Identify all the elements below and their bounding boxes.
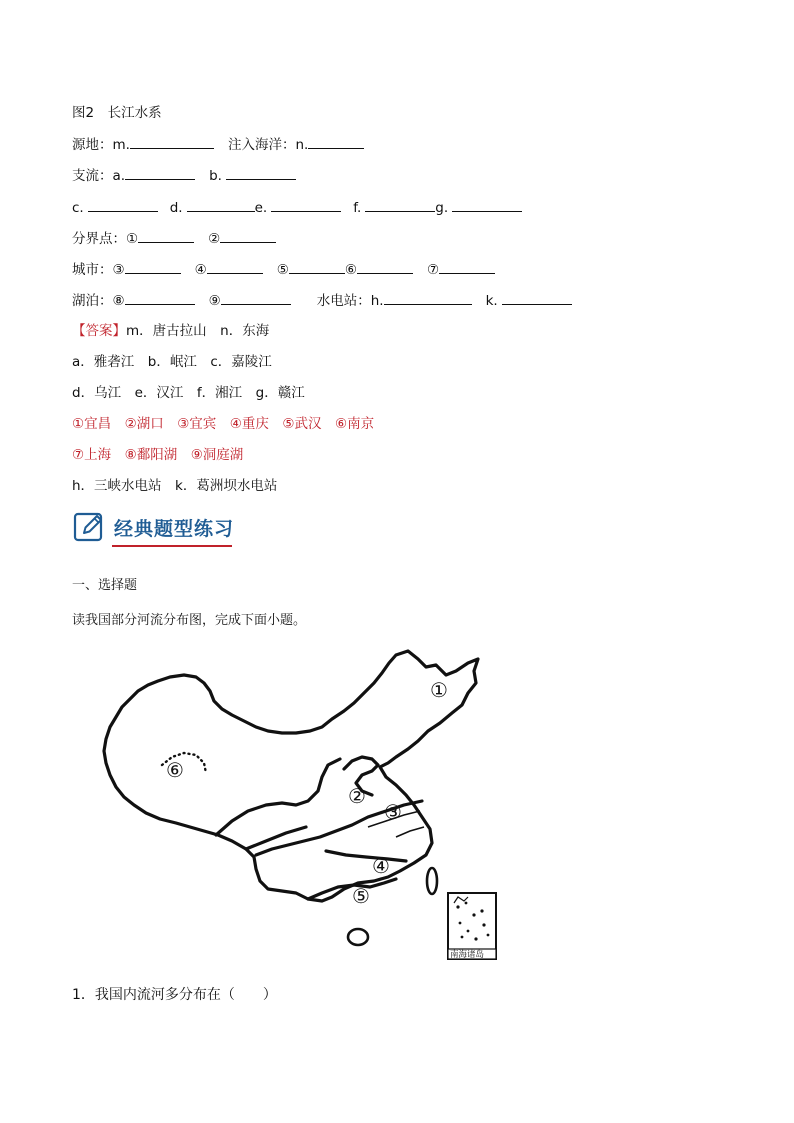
question-1-text: 1．我国内流河多分布在（ ） bbox=[72, 987, 277, 1003]
figure-title-text: 图2 长江水系 bbox=[72, 105, 162, 121]
map-label-4: ④ bbox=[372, 854, 390, 878]
hydro-label: 水电站：h. bbox=[316, 293, 384, 309]
south-china-sea-inset bbox=[448, 893, 496, 960]
china-river-map bbox=[96, 645, 500, 963]
answer-text-1: m．唐古拉山 n．东海 bbox=[126, 323, 270, 339]
blank-city-6[interactable] bbox=[357, 259, 413, 274]
answer-text-5: ⑦上海 ⑧鄱阳湖 ⑨洞庭湖 bbox=[72, 447, 244, 463]
tributary-label: 支流：a. bbox=[72, 168, 126, 184]
blank-hydro-k[interactable] bbox=[502, 290, 572, 305]
figure-title bbox=[72, 103, 162, 123]
answer-line-3 bbox=[72, 383, 305, 403]
answer-line-5 bbox=[72, 445, 243, 465]
label-boundary-2: ② bbox=[208, 231, 221, 247]
label-g: g. bbox=[435, 200, 449, 216]
label-lake-9: ⑨ bbox=[208, 293, 221, 309]
blank-boundary-2[interactable] bbox=[220, 228, 276, 243]
question-group-heading-text: 一、选择题 bbox=[72, 578, 138, 593]
answer-text-2: a．雅砻江 b．岷江 c．嘉陵江 bbox=[72, 354, 272, 370]
label-city-7: ⑦ bbox=[426, 262, 440, 278]
row-tributaries-1 bbox=[72, 165, 296, 186]
blank-city-7[interactable] bbox=[439, 259, 495, 274]
row-tributaries-2 bbox=[72, 197, 522, 218]
answer-tag: 【答案】 bbox=[72, 323, 126, 339]
map-svg bbox=[96, 645, 500, 963]
blank-lake-8[interactable] bbox=[125, 290, 195, 305]
answer-text-6: h．三峡水电站 k．葛洲坝水电站 bbox=[72, 478, 278, 494]
blank-b[interactable] bbox=[226, 165, 296, 180]
question-intro bbox=[72, 611, 306, 631]
blank-m[interactable] bbox=[130, 134, 214, 149]
map-label-2: ② bbox=[348, 784, 366, 808]
section-title: 经典题型练习 bbox=[114, 518, 235, 540]
pencil-note-icon bbox=[73, 511, 105, 543]
answer-line-2 bbox=[72, 352, 272, 372]
blank-city-3[interactable] bbox=[125, 259, 181, 274]
country-border bbox=[104, 651, 478, 901]
row-lakes bbox=[72, 290, 572, 311]
blank-hydro-h[interactable] bbox=[384, 290, 472, 305]
blank-n[interactable] bbox=[308, 134, 364, 149]
blank-g[interactable] bbox=[452, 197, 522, 212]
answer-text-4: ①宜昌 ②湖口 ③宜宾 ④重庆 ⑤武汉 ⑥南京 bbox=[72, 416, 375, 432]
blank-boundary-1[interactable] bbox=[138, 228, 194, 243]
label-d: d. bbox=[169, 200, 183, 216]
question-group-heading bbox=[72, 576, 137, 596]
river-4-line bbox=[396, 827, 424, 837]
inner-line-b bbox=[326, 851, 406, 861]
section-underline bbox=[112, 545, 232, 547]
blank-e[interactable] bbox=[271, 197, 341, 212]
yellow-river bbox=[216, 759, 340, 835]
blank-c[interactable] bbox=[88, 197, 158, 212]
row-source bbox=[72, 134, 364, 155]
cities-label: 城市：③ bbox=[72, 262, 125, 278]
map-label-1: ① bbox=[430, 678, 448, 702]
map-label-5: ⑤ bbox=[352, 884, 370, 908]
label-city-4: ④ bbox=[194, 262, 207, 278]
lakes-label: 湖泊：⑧ bbox=[72, 293, 125, 309]
blank-city-4[interactable] bbox=[207, 259, 263, 274]
question-intro-text: 读我国部分河流分布图，完成下面小题。 bbox=[72, 613, 307, 628]
answer-text-3: d．乌江 e．汉江 f．湘江 g．赣江 bbox=[72, 385, 305, 401]
question-1 bbox=[72, 984, 277, 1004]
taiwan-island bbox=[427, 868, 437, 894]
answer-line-1 bbox=[72, 321, 269, 341]
hainan-island bbox=[348, 929, 368, 945]
label-b: b. bbox=[209, 168, 222, 184]
blank-lake-9[interactable] bbox=[221, 290, 291, 305]
source-label: 源地：m. bbox=[72, 137, 130, 153]
label-e: e. bbox=[254, 200, 268, 216]
blank-a[interactable] bbox=[125, 165, 195, 180]
map-label-3: ③ bbox=[384, 800, 402, 824]
label-f: f. bbox=[353, 200, 362, 216]
boundary-label: 分界点：① bbox=[72, 231, 139, 247]
label-hydro-k: k. bbox=[485, 293, 498, 309]
label-city-6: ⑥ bbox=[344, 262, 357, 278]
blank-f[interactable] bbox=[365, 197, 435, 212]
row-boundary bbox=[72, 228, 276, 249]
inner-line-a bbox=[246, 827, 306, 849]
label-city-5: ⑤ bbox=[276, 262, 289, 278]
map-label-6: ⑥ bbox=[166, 758, 184, 782]
blank-d[interactable] bbox=[187, 197, 255, 212]
inset-label: 南海诸岛 bbox=[450, 950, 485, 960]
answer-line-4 bbox=[72, 414, 374, 434]
blank-city-5[interactable] bbox=[289, 259, 345, 274]
sea-label: 注入海洋：n. bbox=[227, 137, 309, 153]
row-cities bbox=[72, 259, 495, 280]
label-c: c. bbox=[72, 200, 84, 216]
answer-line-6 bbox=[72, 476, 277, 496]
